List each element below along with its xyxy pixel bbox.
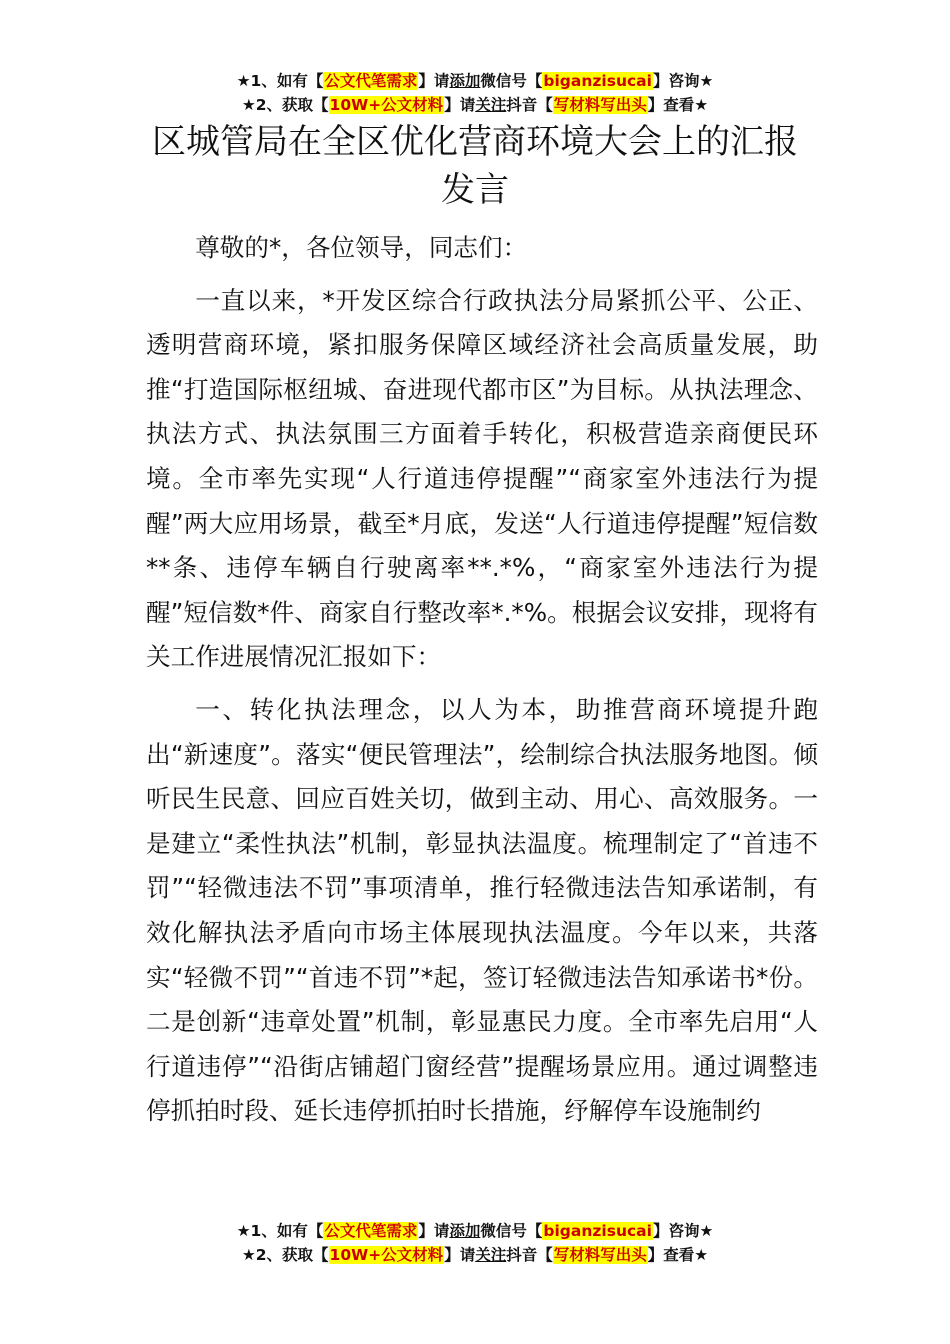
document-body (146, 226, 818, 1142)
banner-text: 】查看★ (647, 96, 709, 114)
paragraph-section-1: 一、转化执法理念，以人为本，助推营商环境提升跑出“新速度”。落实“便民管理法”，绘制综合执法服务地图。倾听民生民意、回应百姓关切，做到主动、用心、高效服务。一是建立“柔性执法”机制，彰显执法温度。梳理制定了“首违不罚”“轻微违法不罚”事项清单，推行轻微违法告知承诺制，有效化解执法矛盾向市场主体展现执法温度。今年以来，共落实“轻微不罚”“首违不罚”*起，签订轻微违法告知承诺书*份。二是创新“违章处置”机制，彰显惠民力度。全市率先启用“人行道违停”“沿街店铺超门窗经营”提醒场景应用。通过调整违停抓拍时段、延长违停抓拍时长措施，纾解停车设施制约 (146, 694, 818, 1126)
banner-text: ★2、获取【 (241, 96, 329, 114)
banner-text: ★1、如有【 (236, 72, 324, 90)
banner-highlight: biganzisucai (543, 1222, 652, 1240)
banner-highlight: 10W+公文材料 (329, 1246, 444, 1264)
banner-text: 】咨询★ (652, 1222, 714, 1240)
banner-text: ★1、如有【 (236, 1222, 324, 1240)
footer-banner (0, 1219, 950, 1267)
banner-text: 】请 (418, 72, 450, 90)
banner-underline: 关注 (475, 1246, 507, 1264)
banner-text: 抖音【 (506, 1246, 553, 1264)
banner-line-1 (0, 1219, 950, 1243)
banner-underline: 添加 (449, 72, 481, 90)
banner-underline: 添加 (449, 1222, 481, 1240)
banner-line-2 (0, 1243, 950, 1267)
banner-line-1 (0, 69, 950, 93)
banner-text: 抖音【 (506, 96, 553, 114)
paragraph-intro: 一直以来，*开发区综合行政执法分局紧抓公平、公正、透明营商环境，紧扣服务保障区域经济社会高质量发展，助推“打造国际枢纽城、奋进现代都市区”为目标。从执法理念、执法方式、执法氛围三方面着手转化，积极营造亲商便民环境。全市率先实现“人行道违停提醒”“商家室外违法行为提醒”两大应用场景，截至*月底，发送“人行道违停提醒”短信数**条、违停车辆自行驶离率**.*%，“商家室外违法行为提醒”短信数*件、商家自行整改率*.*%。根据会议安排，现将有关工作进展情况汇报如下： (146, 285, 818, 672)
banner-text: 】查看★ (647, 1246, 709, 1264)
banner-text: ★2、获取【 (241, 1246, 329, 1264)
banner-highlight: 公文代笔需求 (324, 1222, 418, 1240)
banner-text: 微信号【 (480, 72, 543, 90)
banner-underline: 关注 (475, 96, 507, 114)
paragraph-salutation: 尊敬的*，各位领导，同志们： (195, 233, 528, 262)
banner-text: 】咨询★ (652, 72, 714, 90)
banner-text: 】请 (444, 96, 476, 114)
banner-text: 】请 (444, 1246, 476, 1264)
banner-line-2 (0, 93, 950, 117)
document-title (0, 118, 950, 214)
banner-highlight: 公文代笔需求 (324, 72, 418, 90)
banner-text: 】请 (418, 1222, 450, 1240)
title-line-2: 发言 (441, 170, 509, 210)
title-line-1: 区城管局在全区优化营商环境大会上的汇报 (152, 122, 798, 162)
banner-highlight: 写材料写出头 (553, 96, 647, 114)
banner-text: 微信号【 (480, 1222, 543, 1240)
banner-highlight: 10W+公文材料 (329, 96, 444, 114)
header-banner (0, 69, 950, 117)
banner-highlight: 写材料写出头 (553, 1246, 647, 1264)
banner-highlight: biganzisucai (543, 72, 652, 90)
